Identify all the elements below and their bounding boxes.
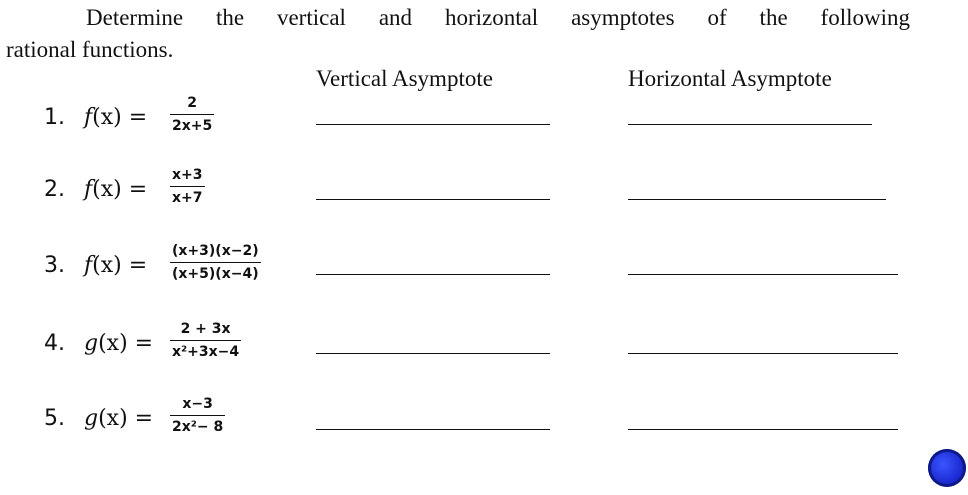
instructions-line-2: rational functions.	[6, 37, 174, 62]
function-name: g	[84, 406, 99, 431]
horizontal-answer-blank[interactable]	[628, 199, 886, 200]
question-number: 2.	[44, 177, 65, 202]
fraction-bar	[170, 114, 214, 115]
function-label	[84, 106, 147, 130]
numerator: x+3	[172, 167, 203, 183]
numerator: 2	[187, 95, 197, 111]
numerator: (x+3)(x−2)	[172, 243, 259, 259]
vertical-answer-blank[interactable]	[316, 353, 550, 354]
denominator: 2x²− 8	[172, 419, 224, 435]
function-name: g	[84, 331, 99, 356]
horizontal-answer-blank[interactable]	[628, 274, 898, 275]
question-number: 5.	[44, 406, 65, 431]
fraction-bar	[170, 186, 205, 187]
vertical-answer-blank[interactable]	[316, 429, 550, 430]
question-2	[0, 164, 968, 234]
vertical-answer-blank[interactable]	[316, 274, 550, 275]
circle-badge-icon[interactable]	[928, 449, 966, 487]
function-label	[84, 332, 153, 356]
horizontal-answer-blank[interactable]	[628, 124, 872, 125]
function-argument: (x) =	[98, 406, 154, 431]
vertical-answer-blank[interactable]	[316, 124, 550, 125]
fraction-bar	[170, 262, 261, 263]
vertical-asymptote-header: Vertical Asymptote	[316, 66, 493, 91]
question-number: 3.	[44, 253, 65, 278]
function-argument: (x) =	[92, 253, 148, 278]
fraction	[170, 395, 225, 436]
function-label	[84, 407, 153, 431]
fraction	[170, 166, 205, 207]
horizontal-answer-blank[interactable]	[628, 429, 898, 430]
numerator: x−3	[182, 396, 213, 412]
fraction-bar	[170, 340, 241, 341]
question-number: 4.	[44, 331, 65, 356]
vertical-answer-blank[interactable]	[316, 199, 550, 200]
question-5	[0, 393, 968, 463]
horizontal-asymptote-header: Horizontal Asymptote	[628, 66, 832, 91]
instructions-line-1: Determine the vertical and horizontal asymptotes of the following	[86, 5, 910, 30]
horizontal-answer-blank[interactable]	[628, 353, 898, 354]
function-name: f	[84, 177, 93, 202]
function-argument: (x) =	[92, 105, 148, 130]
question-3	[0, 240, 968, 310]
denominator: x+7	[172, 190, 203, 206]
function-label	[84, 254, 147, 278]
fraction	[170, 320, 241, 361]
function-label	[84, 178, 147, 202]
function-name: f	[84, 253, 93, 278]
instructions	[6, 2, 910, 66]
question-4	[0, 318, 968, 388]
denominator: x²+3x−4	[172, 344, 240, 360]
question-number: 1.	[44, 105, 65, 130]
numerator: 2 + 3x	[180, 321, 231, 337]
fraction	[170, 94, 214, 135]
function-argument: (x) =	[92, 177, 148, 202]
question-1	[0, 88, 968, 158]
fraction	[170, 242, 261, 283]
function-name: f	[84, 105, 93, 130]
denominator: 2x+5	[172, 118, 213, 134]
fraction-bar	[170, 415, 225, 416]
function-argument: (x) =	[98, 331, 154, 356]
denominator: (x+5)(x−4)	[172, 266, 259, 282]
